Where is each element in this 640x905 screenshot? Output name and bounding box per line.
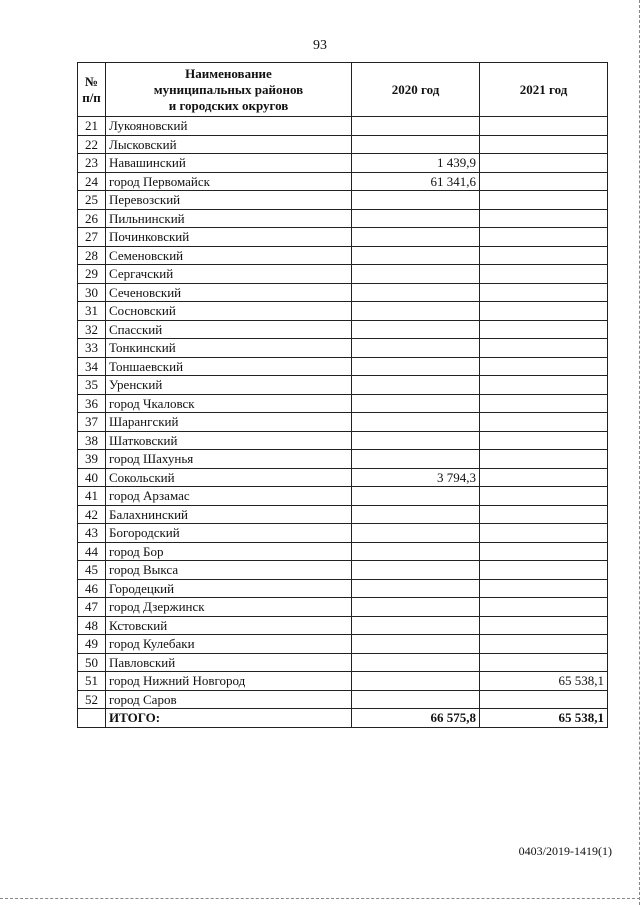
row-value-2020: [352, 431, 480, 450]
row-number: 31: [78, 302, 106, 321]
row-name: Перевозский: [106, 191, 352, 210]
row-value-2021: [480, 635, 608, 654]
row-name: город Кулебаки: [106, 635, 352, 654]
table-row: [78, 413, 608, 432]
row-value-2021: [480, 154, 608, 173]
row-number: 30: [78, 283, 106, 302]
row-value-2021: [480, 450, 608, 469]
table-row: [78, 209, 608, 228]
table-row: [78, 524, 608, 543]
total-2020: 66 575,8: [352, 709, 480, 728]
row-value-2020: [352, 579, 480, 598]
row-name: Сокольский: [106, 468, 352, 487]
row-number: 43: [78, 524, 106, 543]
row-value-2020: [352, 487, 480, 506]
row-value-2020: [352, 542, 480, 561]
scan-edge-right: [636, 0, 640, 905]
row-value-2021: [480, 135, 608, 154]
row-number: 26: [78, 209, 106, 228]
row-value-2021: [480, 357, 608, 376]
row-value-2020: 3 794,3: [352, 468, 480, 487]
row-value-2021: [480, 209, 608, 228]
row-name: Пильнинский: [106, 209, 352, 228]
row-value-2020: [352, 394, 480, 413]
document-code: 0403/2019-1419(1): [518, 844, 612, 858]
row-name: Лукояновский: [106, 117, 352, 136]
row-value-2021: [480, 302, 608, 321]
row-name: Тоншаевский: [106, 357, 352, 376]
row-value-2021: [480, 191, 608, 210]
row-name: Уренский: [106, 376, 352, 395]
row-number: 49: [78, 635, 106, 654]
header-2020: 2020 год: [352, 63, 480, 117]
table-body: [78, 117, 608, 709]
row-number: 45: [78, 561, 106, 580]
row-name: Городецкий: [106, 579, 352, 598]
row-value-2021: [480, 376, 608, 395]
row-number: 28: [78, 246, 106, 265]
row-value-2021: [480, 579, 608, 598]
row-value-2021: [480, 487, 608, 506]
row-name: город Первомайск: [106, 172, 352, 191]
row-number: 48: [78, 616, 106, 635]
row-value-2021: [480, 172, 608, 191]
row-value-2020: 1 439,9: [352, 154, 480, 173]
row-name: Балахнинский: [106, 505, 352, 524]
row-name: Кстовский: [106, 616, 352, 635]
table-row: [78, 339, 608, 358]
row-value-2021: [480, 394, 608, 413]
table-row: [78, 376, 608, 395]
row-value-2021: [480, 598, 608, 617]
table-row: [78, 653, 608, 672]
row-number: 38: [78, 431, 106, 450]
table-row: [78, 542, 608, 561]
row-value-2020: [352, 117, 480, 136]
row-name: Починковский: [106, 228, 352, 247]
row-number: 34: [78, 357, 106, 376]
row-value-2020: [352, 690, 480, 709]
row-name: город Нижний Новгород: [106, 672, 352, 691]
row-name: Лысковский: [106, 135, 352, 154]
table-row: [78, 505, 608, 524]
row-name: Тонкинский: [106, 339, 352, 358]
row-value-2021: [480, 228, 608, 247]
row-name: Шатковский: [106, 431, 352, 450]
row-value-2020: [352, 228, 480, 247]
row-number: 24: [78, 172, 106, 191]
row-value-2021: [480, 265, 608, 284]
row-value-2021: [480, 505, 608, 524]
row-name: город Саров: [106, 690, 352, 709]
table-row: [78, 468, 608, 487]
row-name: город Выкса: [106, 561, 352, 580]
total-2021: 65 538,1: [480, 709, 608, 728]
row-number: 27: [78, 228, 106, 247]
header-num: № п/п: [78, 63, 106, 117]
row-value-2020: [352, 635, 480, 654]
row-number: 36: [78, 394, 106, 413]
row-number: 40: [78, 468, 106, 487]
row-value-2020: [352, 357, 480, 376]
row-value-2020: [352, 191, 480, 210]
table-row: [78, 265, 608, 284]
row-value-2021: [480, 653, 608, 672]
row-value-2020: [352, 505, 480, 524]
table-row: [78, 135, 608, 154]
table-row: [78, 431, 608, 450]
row-value-2021: [480, 524, 608, 543]
row-value-2020: [352, 283, 480, 302]
row-name: город Дзержинск: [106, 598, 352, 617]
table-row: [78, 579, 608, 598]
row-number: 25: [78, 191, 106, 210]
row-number: 32: [78, 320, 106, 339]
row-number: 29: [78, 265, 106, 284]
row-value-2020: [352, 265, 480, 284]
row-value-2020: [352, 598, 480, 617]
table-row: [78, 635, 608, 654]
table-row: [78, 616, 608, 635]
table-row: [78, 117, 608, 136]
table-row: [78, 154, 608, 173]
row-number: 41: [78, 487, 106, 506]
row-value-2020: [352, 376, 480, 395]
table-row: [78, 228, 608, 247]
row-value-2021: [480, 561, 608, 580]
row-value-2021: [480, 431, 608, 450]
table-row: [78, 450, 608, 469]
row-name: Сосновский: [106, 302, 352, 321]
total-num-cell: [78, 709, 106, 728]
row-number: 22: [78, 135, 106, 154]
row-value-2020: [352, 209, 480, 228]
row-value-2021: [480, 468, 608, 487]
row-number: 33: [78, 339, 106, 358]
row-value-2021: [480, 283, 608, 302]
row-name: Спасский: [106, 320, 352, 339]
row-number: 47: [78, 598, 106, 617]
row-value-2020: [352, 653, 480, 672]
row-value-2021: [480, 690, 608, 709]
row-name: город Арзамас: [106, 487, 352, 506]
row-value-2020: [352, 339, 480, 358]
row-value-2020: [352, 450, 480, 469]
row-value-2020: 61 341,6: [352, 172, 480, 191]
row-name: Навашинский: [106, 154, 352, 173]
table-row: [78, 357, 608, 376]
table-row: [78, 191, 608, 210]
budget-table: [77, 62, 608, 728]
row-value-2020: [352, 413, 480, 432]
table-row: [78, 283, 608, 302]
row-number: 52: [78, 690, 106, 709]
table-row: [78, 320, 608, 339]
row-value-2021: [480, 320, 608, 339]
row-name: Сеченовский: [106, 283, 352, 302]
table-row: [78, 561, 608, 580]
row-name: Богородский: [106, 524, 352, 543]
row-value-2021: [480, 616, 608, 635]
row-number: 37: [78, 413, 106, 432]
table-row: [78, 172, 608, 191]
table-row: [78, 672, 608, 691]
row-value-2020: [352, 246, 480, 265]
row-number: 23: [78, 154, 106, 173]
row-name: Шарангский: [106, 413, 352, 432]
header-name: Наименование муниципальных районов и городских округов: [106, 63, 352, 117]
row-name: Павловский: [106, 653, 352, 672]
row-name: Сергачский: [106, 265, 352, 284]
table-header: [78, 63, 608, 117]
total-row: [78, 709, 608, 728]
row-name: город Шахунья: [106, 450, 352, 469]
row-name: Семеновский: [106, 246, 352, 265]
row-value-2021: [480, 246, 608, 265]
row-number: 51: [78, 672, 106, 691]
row-number: 44: [78, 542, 106, 561]
table-row: [78, 598, 608, 617]
row-value-2021: [480, 339, 608, 358]
row-number: 42: [78, 505, 106, 524]
scan-edge-bottom: [0, 898, 640, 899]
page-number: 93: [313, 38, 327, 53]
row-name: город Чкаловск: [106, 394, 352, 413]
row-value-2021: 65 538,1: [480, 672, 608, 691]
row-number: 35: [78, 376, 106, 395]
row-value-2020: [352, 561, 480, 580]
row-number: 39: [78, 450, 106, 469]
row-number: 50: [78, 653, 106, 672]
table-row: [78, 246, 608, 265]
row-value-2021: [480, 117, 608, 136]
table-row: [78, 302, 608, 321]
total-label: ИТОГО:: [106, 709, 352, 728]
row-value-2020: [352, 616, 480, 635]
row-value-2020: [352, 135, 480, 154]
row-number: 21: [78, 117, 106, 136]
table-row: [78, 487, 608, 506]
row-value-2021: [480, 542, 608, 561]
header-2021: 2021 год: [480, 63, 608, 117]
table-row: [78, 394, 608, 413]
row-value-2020: [352, 524, 480, 543]
row-number: 46: [78, 579, 106, 598]
row-value-2020: [352, 302, 480, 321]
table-row: [78, 690, 608, 709]
row-name: город Бор: [106, 542, 352, 561]
row-value-2021: [480, 413, 608, 432]
row-value-2020: [352, 320, 480, 339]
row-value-2020: [352, 672, 480, 691]
